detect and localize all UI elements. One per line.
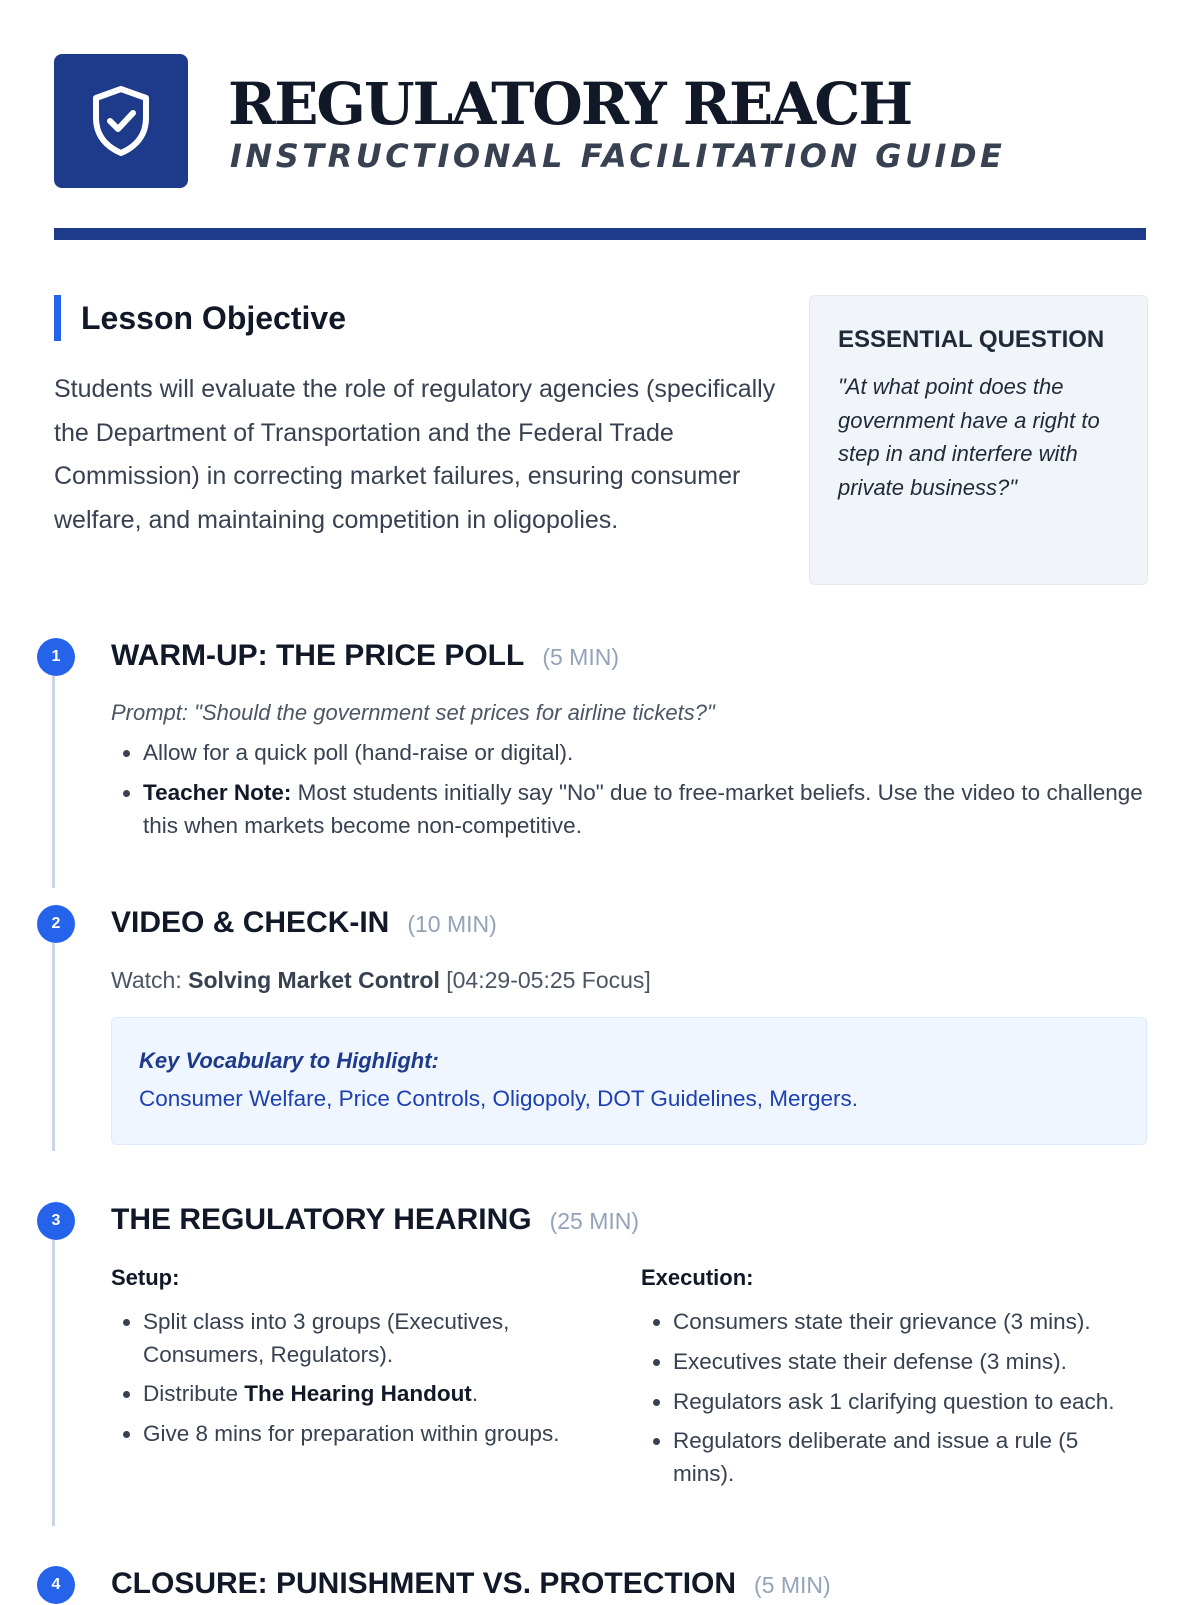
step-title [111,1564,831,1605]
list-item [143,1377,621,1411]
execution-label: Execution: [641,1265,754,1290]
execution-list [641,1305,1145,1496]
list-item-text: . [471,1381,479,1406]
step-number-badge: 1 [37,638,75,676]
teacher-note-text: Most students initially say "No" due to free-market beliefs. Use the video to challenge this when markets become non-competitive. [143,780,1143,838]
objective-heading: Lesson Objective [54,295,346,341]
step-prompt: Prompt: "Should the government set prices for airline tickets?" [111,700,715,725]
step-title-text: WARM-UP: THE PRICE POLL [111,639,525,672]
step-title-text: THE REGULATORY HEARING [111,1203,532,1236]
step-title [111,636,619,677]
essential-question-quote: "At what point does the government have a right to step in and interfere with private business?" [838,374,1100,500]
timeline-line [52,676,55,888]
step-duration: (5 MIN) [754,1572,831,1598]
setup-list [111,1305,621,1457]
video-title: Solving Market Control [188,967,440,993]
watch-prefix: Watch: [111,967,189,993]
setup-label: Setup: [111,1265,180,1290]
page-header [54,54,1146,188]
list-item: • Consumers state their grievance (3 mins). [673,1305,1145,1339]
essential-question-box [809,295,1148,585]
vocabulary-list: Consumer Welfare, Price Controls, Oligopoly, DOT Guidelines, Mergers. [139,1086,859,1111]
step-bullets [111,736,1146,848]
essential-question-label: ESSENTIAL QUESTION [838,326,1105,353]
step-title-text: CLOSURE: PUNISHMENT VS. PROTECTION [111,1567,737,1600]
step-duration: (5 MIN) [542,644,619,670]
step-duration: (25 MIN) [549,1208,640,1234]
page-subtitle: INSTRUCTIONAL FACILITATION GUIDE [230,137,1006,175]
step-title-text: VIDEO & CHECK-IN [111,906,390,939]
page-title: REGULATORY REACH [228,70,912,138]
list-item-text: Distribute [143,1381,245,1406]
teacher-note-label: Teacher Note: [143,780,292,805]
logo-badge [54,54,188,188]
vocabulary-label: Key Vocabulary to Highlight: [139,1048,439,1073]
objective-text: Students will evaluate the role of regulatory agencies (specifically the Department of Transportation and the Federal Trade Commission) in correcting market failures, ensuring consumer welfare, and maintaining competition in oligopolies. [54,375,776,534]
list-item: • Regulators deliberate and issue a rule (5 mins). [673,1424,1145,1490]
step-number-badge: 3 [37,1202,75,1240]
shield-check-icon [89,84,153,158]
list-item: • Allow for a quick poll (hand-raise or digital). [143,736,1146,770]
step-number-badge: 4 [37,1566,75,1604]
step-number-badge: 2 [37,905,75,943]
list-item: • Regulators ask 1 clarifying question to each. [673,1385,1145,1418]
timeline-line [52,943,55,1151]
list-item: • Give 8 mins for preparation within groups. [143,1417,621,1451]
step-title [111,903,497,944]
video-watch-line [111,964,651,996]
header-divider [54,228,1146,240]
step-duration: (10 MIN) [407,911,497,937]
list-item: • Executives state their defense (3 mins). [673,1345,1145,1379]
vocabulary-box [111,1017,1147,1145]
video-timestamp: [04:29-05:25 Focus] [439,967,651,993]
list-item: • Split class into 3 groups (Executives, Consumers, Regulators). [143,1305,621,1371]
step-title [111,1200,639,1241]
handout-title: The Hearing Handout [244,1381,472,1406]
list-item [143,776,1146,842]
timeline-line [52,1240,55,1526]
